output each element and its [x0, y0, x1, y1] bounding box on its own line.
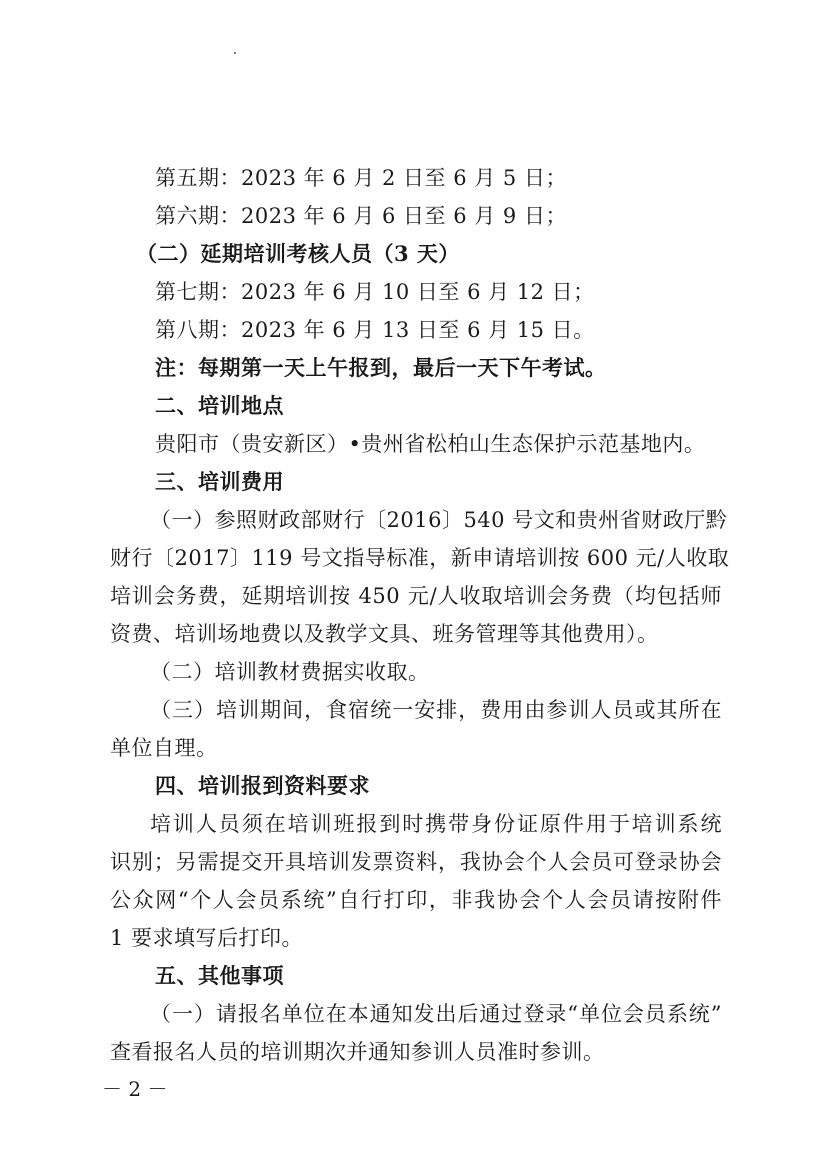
materials-line-2: 识别；另需提交开具培训发票资料，我协会个人会员可登录协会 [110, 850, 722, 874]
schedule-period-6: 第六期：2023 年 6 月 6 日至 6 月 9 日； [155, 204, 567, 228]
materials-line-4: 1 要求填写后打印。 [110, 926, 304, 950]
fee-paragraph-line-4: 资费、培训场地费以及教学文具、班务管理等其他费用）。 [110, 622, 659, 646]
section-5-heading: 五、其他事项 [155, 963, 284, 988]
materials-line-3: 公众网“个人会员系统”自行打印，非我协会个人会员请按附件 [110, 888, 722, 912]
section-4-heading: 四、培训报到资料要求 [155, 773, 370, 798]
schedule-period-7: 第七期：2023 年 6 月 10 日至 6 月 12 日； [155, 280, 595, 304]
section-3-heading: 三、培训费用 [155, 469, 284, 494]
other-matters-line-2: 查看报名人员的培训期次并通知参训人员准时参训。 [110, 1040, 605, 1064]
scan-speck [234, 52, 236, 54]
accommodation-line-2: 单位自理。 [110, 736, 218, 760]
fee-paragraph-line-1: （一）参照财政部财行〔2016〕540 号文和贵州省财政厅黔 [150, 508, 728, 532]
schedule-period-5: 第五期：2023 年 6 月 2 日至 6 月 5 日； [155, 166, 567, 190]
section-2-heading: 二、培训地点 [155, 393, 284, 418]
accommodation-line-1: （三）培训期间，食宿统一安排，费用由参训人员或其所在 [150, 698, 722, 722]
materials-line-1: 培训人员须在培训班报到时携带身份证原件用于培训系统 [150, 812, 722, 836]
other-matters-line-1: （一）请报名单位在本通知发出后通过登录“单位会员系统” [150, 1002, 722, 1026]
page-number: － 2 － [102, 1077, 168, 1101]
schedule-period-8: 第八期：2023 年 6 月 13 日至 6 月 15 日。 [155, 318, 595, 342]
fee-paragraph-line-2: 财行〔2017〕119 号文指导标准，新申请培训按 600 元/人收取 [110, 546, 730, 570]
fee-paragraph-line-3: 培训会务费，延期培训按 450 元/人收取培训会务费（均包括师 [110, 584, 722, 608]
section-extended-training-heading: （二）延期培训考核人员（3 天） [136, 241, 460, 266]
textbook-fee: （二）培训教材费据实收取。 [150, 660, 430, 684]
schedule-note: 注：每期第一天上午报到，最后一天下午考试。 [155, 355, 607, 380]
training-location: 贵阳市（贵安新区）•贵州省松柏山生态保护示范基地内。 [155, 432, 706, 456]
